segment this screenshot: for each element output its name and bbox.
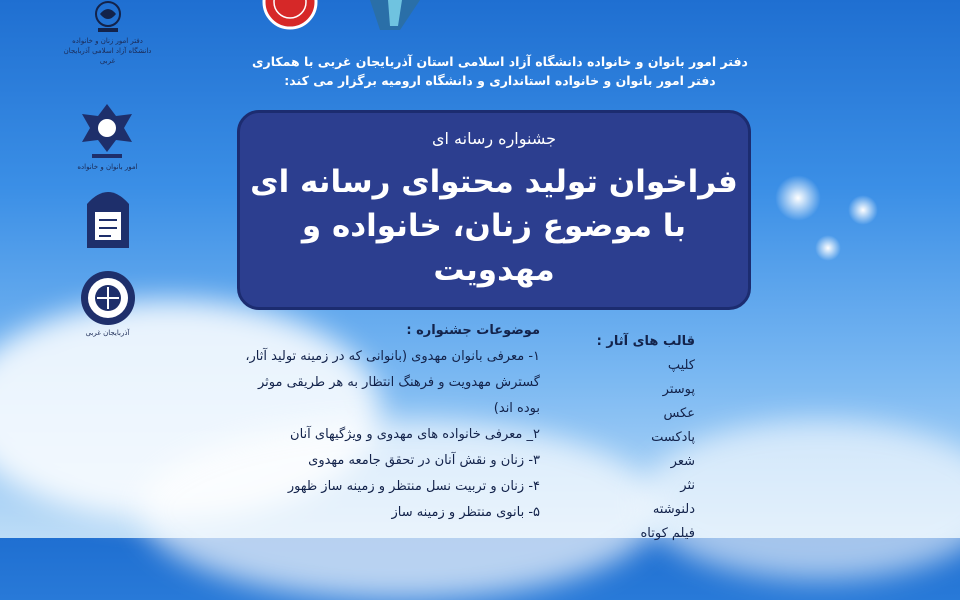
university-logo-icon	[90, 0, 126, 36]
urmia-university-logo-icon	[78, 100, 136, 162]
banner-subtitle: جشنواره رسانه ای	[432, 129, 556, 148]
main-banner	[237, 110, 751, 310]
banner-title-line: فراخوان تولید محتوای رسانه ای	[250, 164, 738, 200]
logo-caption: دانشگاه آزاد اسلامی آذربایجان غربی	[63, 47, 152, 65]
format-item: کلیپ	[667, 358, 695, 373]
topic-item: ۳- زنان و نقش آنان در تحقق جامعه مهدوی	[308, 453, 540, 468]
festival-logo-icon	[81, 186, 135, 250]
format-item: دلنوشته	[652, 502, 695, 517]
sparkle-decoration	[815, 235, 841, 261]
format-item: عکس	[663, 406, 695, 421]
topic-item: ۱- معرفی بانوان مهدوی (بانوانی که در زمینه تولید آثار،	[245, 349, 540, 364]
intro-text	[220, 52, 780, 90]
format-item: پادکست	[651, 430, 695, 445]
format-item: پوستر	[662, 382, 695, 397]
governorate-logo-icon	[78, 268, 138, 328]
intro-line: دفتر امور بانوان و خانواده دانشگاه آزاد اسلامی استان آذربایجان غربی با همکاری	[252, 54, 748, 69]
banner-title-line: با موضوع زنان، خانواده و مهدویت	[301, 208, 687, 288]
topics-heading: موضوعات جشنواره :	[406, 323, 540, 338]
format-item: نثر	[680, 478, 695, 493]
logo-caption: دفتر امور زنان و خانواده	[72, 37, 143, 45]
topic-item: گسترش مهدویت و فرهنگ انتظار به هر طریقی موثر	[257, 375, 540, 390]
topic-item: ۲_ معرفی خانواده های مهدوی و ویژگیهای آنان	[290, 427, 540, 442]
topic-item: بوده اند)	[493, 401, 540, 416]
logo-caption: امور بانوان و خانواده	[77, 163, 138, 171]
formats-heading: قالب های آثار :	[596, 334, 695, 349]
sparkle-decoration	[848, 195, 878, 225]
top-emblem-icon	[250, 0, 420, 32]
format-item: شعر	[670, 454, 695, 469]
logo-caption: آذربایجان غربی	[85, 329, 130, 337]
banner-title	[240, 160, 748, 292]
sparkle-decoration	[775, 175, 821, 221]
topic-item: ۴- زنان و تربیت نسل منتظر و زمینه ساز ظهور	[287, 479, 540, 494]
format-item: فیلم کوتاه	[640, 526, 695, 541]
formats-list	[555, 330, 695, 546]
intro-line: دفتر امور بانوان و خانواده استانداری و دانشگاه ارومیه برگزار می کند:	[284, 73, 716, 88]
topics-list	[140, 318, 540, 526]
topic-item: ۵- بانوی منتظر و زمینه ساز	[391, 505, 540, 520]
